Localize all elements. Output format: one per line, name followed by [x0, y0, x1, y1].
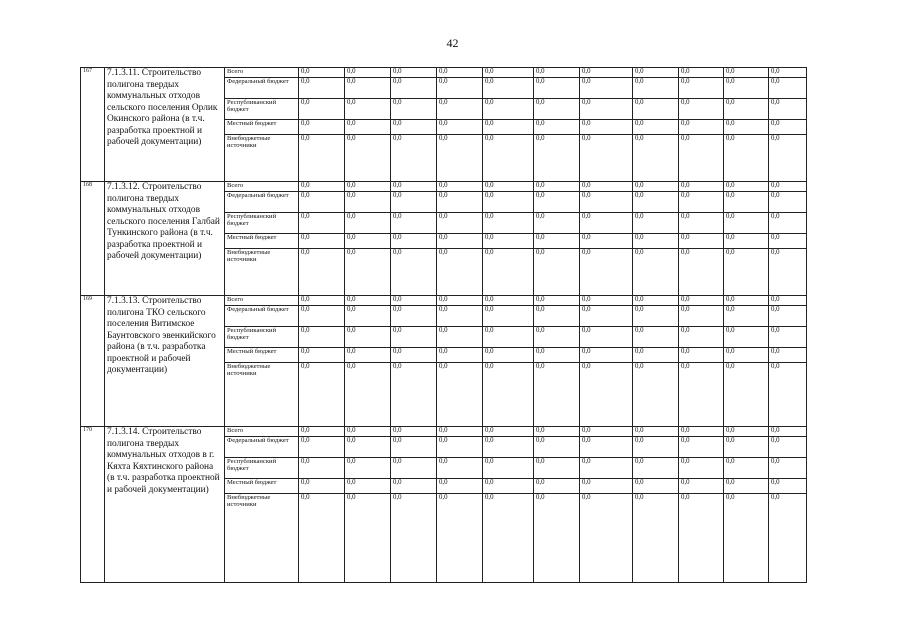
amount-cell: 0,0 [769, 78, 807, 99]
amount-cell: 0,0 [345, 68, 391, 78]
amount-cell: 0,0 [534, 437, 580, 458]
table-row [81, 182, 807, 192]
amount-cell: 0,0 [633, 78, 679, 99]
amount-cell: 0,0 [299, 437, 345, 458]
amount-cell: 0,0 [769, 306, 807, 327]
amount-cell: 0,0 [724, 192, 769, 213]
amount-cell: 0,0 [391, 182, 437, 192]
amount-cell: 0,0 [724, 135, 769, 182]
amount-cell: 0,0 [483, 78, 534, 99]
amount-cell: 0,0 [633, 249, 679, 296]
amount-cell: 0,0 [679, 479, 724, 494]
amount-cell: 0,0 [769, 494, 807, 583]
amount-cell: 0,0 [299, 479, 345, 494]
amount-cell: 0,0 [769, 182, 807, 192]
amount-cell: 0,0 [345, 458, 391, 479]
amount-cell: 0,0 [299, 78, 345, 99]
amount-cell: 0,0 [580, 479, 633, 494]
amount-cell: 0,0 [345, 234, 391, 249]
amount-cell: 0,0 [633, 213, 679, 234]
amount-cell: 0,0 [391, 363, 437, 427]
funding-source: Внебюджетные источники [225, 363, 299, 427]
amount-cell: 0,0 [679, 437, 724, 458]
amount-cell: 0,0 [679, 68, 724, 78]
amount-cell: 0,0 [534, 348, 580, 363]
amount-cell: 0,0 [633, 99, 679, 120]
amount-cell: 0,0 [679, 494, 724, 583]
amount-cell: 0,0 [534, 249, 580, 296]
amount-cell: 0,0 [534, 479, 580, 494]
amount-cell: 0,0 [345, 182, 391, 192]
funding-source: Республиканский бюджет [225, 99, 299, 120]
table-row [81, 68, 807, 78]
amount-cell: 0,0 [633, 296, 679, 306]
amount-cell: 0,0 [483, 458, 534, 479]
amount-cell: 0,0 [534, 427, 580, 437]
amount-cell: 0,0 [391, 479, 437, 494]
amount-cell: 0,0 [299, 306, 345, 327]
amount-cell: 0,0 [580, 234, 633, 249]
amount-cell: 0,0 [437, 182, 483, 192]
amount-cell: 0,0 [483, 327, 534, 348]
amount-cell: 0,0 [580, 494, 633, 583]
page-number: 42 [446, 36, 459, 50]
amount-cell: 0,0 [633, 427, 679, 437]
amount-cell: 0,0 [724, 458, 769, 479]
amount-cell: 0,0 [769, 99, 807, 120]
amount-cell: 0,0 [724, 234, 769, 249]
amount-cell: 0,0 [580, 78, 633, 99]
amount-cell: 0,0 [391, 327, 437, 348]
amount-cell: 0,0 [483, 68, 534, 78]
measure-title: 7.1.3.14. Строительство полигона твердых коммунальных отходов в г. Кяхта Кяхтинского района (в т.ч. разработка проектной и рабочей документации) [105, 427, 225, 583]
amount-cell: 0,0 [437, 458, 483, 479]
amount-cell: 0,0 [769, 327, 807, 348]
amount-cell: 0,0 [391, 458, 437, 479]
funding-source: Федеральный бюджет [225, 306, 299, 327]
amount-cell: 0,0 [483, 479, 534, 494]
amount-cell: 0,0 [769, 234, 807, 249]
amount-cell: 0,0 [391, 78, 437, 99]
amount-cell: 0,0 [580, 120, 633, 135]
amount-cell: 0,0 [724, 494, 769, 583]
amount-cell: 0,0 [299, 182, 345, 192]
funding-source: Внебюджетные источники [225, 249, 299, 296]
amount-cell: 0,0 [724, 437, 769, 458]
amount-cell: 0,0 [437, 120, 483, 135]
amount-cell: 0,0 [769, 437, 807, 458]
amount-cell: 0,0 [724, 363, 769, 427]
amount-cell: 0,0 [437, 68, 483, 78]
amount-cell: 0,0 [633, 479, 679, 494]
amount-cell: 0,0 [769, 120, 807, 135]
amount-cell: 0,0 [534, 78, 580, 99]
amount-cell: 0,0 [345, 120, 391, 135]
amount-cell: 0,0 [299, 348, 345, 363]
amount-cell: 0,0 [483, 363, 534, 427]
amount-cell: 0,0 [679, 99, 724, 120]
amount-cell: 0,0 [769, 479, 807, 494]
amount-cell: 0,0 [769, 458, 807, 479]
amount-cell: 0,0 [679, 327, 724, 348]
amount-cell: 0,0 [633, 348, 679, 363]
amount-cell: 0,0 [299, 296, 345, 306]
amount-cell: 0,0 [391, 68, 437, 78]
amount-cell: 0,0 [483, 494, 534, 583]
amount-cell: 0,0 [391, 249, 437, 296]
amount-cell: 0,0 [483, 135, 534, 182]
amount-cell: 0,0 [769, 192, 807, 213]
amount-cell: 0,0 [769, 135, 807, 182]
amount-cell: 0,0 [437, 99, 483, 120]
amount-cell: 0,0 [679, 363, 724, 427]
amount-cell: 0,0 [769, 213, 807, 234]
amount-cell: 0,0 [437, 327, 483, 348]
amount-cell: 0,0 [679, 192, 724, 213]
amount-cell: 0,0 [483, 120, 534, 135]
amount-cell: 0,0 [391, 135, 437, 182]
amount-cell: 0,0 [437, 427, 483, 437]
amount-cell: 0,0 [580, 363, 633, 427]
amount-cell: 0,0 [299, 327, 345, 348]
funding-source: Федеральный бюджет [225, 192, 299, 213]
amount-cell: 0,0 [580, 99, 633, 120]
amount-cell: 0,0 [345, 306, 391, 327]
amount-cell: 0,0 [437, 306, 483, 327]
amount-cell: 0,0 [580, 437, 633, 458]
amount-cell: 0,0 [345, 479, 391, 494]
table-row [81, 427, 807, 437]
amount-cell: 0,0 [437, 249, 483, 296]
amount-cell: 0,0 [769, 296, 807, 306]
amount-cell: 0,0 [483, 296, 534, 306]
amount-cell: 0,0 [724, 213, 769, 234]
amount-cell: 0,0 [724, 249, 769, 296]
amount-cell: 0,0 [580, 296, 633, 306]
amount-cell: 0,0 [437, 348, 483, 363]
amount-cell: 0,0 [633, 68, 679, 78]
amount-cell: 0,0 [483, 427, 534, 437]
amount-cell: 0,0 [345, 494, 391, 583]
amount-cell: 0,0 [299, 68, 345, 78]
measure-title: 7.1.3.12. Строительство полигона твердых коммунальных отходов сельского поселения Галбай Тункинского района (в т.ч. разработка проектной и рабочей документации) [105, 182, 225, 296]
amount-cell: 0,0 [299, 494, 345, 583]
amount-cell: 0,0 [299, 135, 345, 182]
row-number: 168 [81, 182, 105, 296]
amount-cell: 0,0 [633, 306, 679, 327]
funding-source: Федеральный бюджет [225, 437, 299, 458]
funding-source: Всего [225, 427, 299, 437]
amount-cell: 0,0 [633, 135, 679, 182]
amount-cell: 0,0 [299, 120, 345, 135]
amount-cell: 0,0 [391, 120, 437, 135]
amount-cell: 0,0 [679, 427, 724, 437]
amount-cell: 0,0 [724, 306, 769, 327]
amount-cell: 0,0 [483, 234, 534, 249]
amount-cell: 0,0 [534, 234, 580, 249]
amount-cell: 0,0 [534, 363, 580, 427]
amount-cell: 0,0 [483, 213, 534, 234]
funding-source: Республиканский бюджет [225, 327, 299, 348]
amount-cell: 0,0 [724, 348, 769, 363]
amount-cell: 0,0 [679, 348, 724, 363]
amount-cell: 0,0 [437, 213, 483, 234]
amount-cell: 0,0 [580, 327, 633, 348]
amount-cell: 0,0 [534, 213, 580, 234]
amount-cell: 0,0 [679, 249, 724, 296]
amount-cell: 0,0 [679, 458, 724, 479]
amount-cell: 0,0 [299, 213, 345, 234]
amount-cell: 0,0 [437, 135, 483, 182]
amount-cell: 0,0 [724, 99, 769, 120]
amount-cell: 0,0 [391, 494, 437, 583]
amount-cell: 0,0 [437, 479, 483, 494]
amount-cell: 0,0 [679, 135, 724, 182]
measure-title: 7.1.3.11. Строительство полигона твердых коммунальных отходов сельского поселения Орлик Окинского района (в т.ч. разработка проектной и рабочей документации) [105, 68, 225, 182]
amount-cell: 0,0 [724, 427, 769, 437]
funding-source: Местный бюджет [225, 234, 299, 249]
funding-source: Республиканский бюджет [225, 213, 299, 234]
amount-cell: 0,0 [534, 306, 580, 327]
amount-cell: 0,0 [580, 306, 633, 327]
funding-source: Всего [225, 68, 299, 78]
amount-cell: 0,0 [633, 494, 679, 583]
amount-cell: 0,0 [580, 249, 633, 296]
row-number: 167 [81, 68, 105, 182]
amount-cell: 0,0 [299, 99, 345, 120]
amount-cell: 0,0 [679, 120, 724, 135]
amount-cell: 0,0 [299, 249, 345, 296]
funding-source: Внебюджетные источники [225, 494, 299, 583]
amount-cell: 0,0 [391, 437, 437, 458]
amount-cell: 0,0 [580, 213, 633, 234]
amount-cell: 0,0 [299, 234, 345, 249]
amount-cell: 0,0 [483, 348, 534, 363]
funding-source: Внебюджетные источники [225, 135, 299, 182]
amount-cell: 0,0 [534, 296, 580, 306]
amount-cell: 0,0 [633, 192, 679, 213]
amount-cell: 0,0 [391, 213, 437, 234]
amount-cell: 0,0 [769, 363, 807, 427]
amount-cell: 0,0 [534, 327, 580, 348]
amount-cell: 0,0 [437, 192, 483, 213]
amount-cell: 0,0 [345, 363, 391, 427]
amount-cell: 0,0 [633, 234, 679, 249]
amount-cell: 0,0 [580, 458, 633, 479]
amount-cell: 0,0 [437, 437, 483, 458]
amount-cell: 0,0 [345, 249, 391, 296]
amount-cell: 0,0 [483, 99, 534, 120]
amount-cell: 0,0 [534, 99, 580, 120]
amount-cell: 0,0 [580, 182, 633, 192]
amount-cell: 0,0 [391, 234, 437, 249]
amount-cell: 0,0 [633, 363, 679, 427]
amount-cell: 0,0 [534, 494, 580, 583]
amount-cell: 0,0 [724, 479, 769, 494]
amount-cell: 0,0 [769, 68, 807, 78]
amount-cell: 0,0 [345, 327, 391, 348]
funding-source: Местный бюджет [225, 120, 299, 135]
amount-cell: 0,0 [679, 213, 724, 234]
amount-cell: 0,0 [633, 458, 679, 479]
amount-cell: 0,0 [580, 427, 633, 437]
amount-cell: 0,0 [679, 182, 724, 192]
amount-cell: 0,0 [483, 182, 534, 192]
amount-cell: 0,0 [345, 99, 391, 120]
funding-source: Федеральный бюджет [225, 78, 299, 99]
amount-cell: 0,0 [391, 192, 437, 213]
funding-source: Местный бюджет [225, 348, 299, 363]
amount-cell: 0,0 [769, 348, 807, 363]
row-number: 169 [81, 296, 105, 427]
amount-cell: 0,0 [633, 437, 679, 458]
amount-cell: 0,0 [580, 348, 633, 363]
amount-cell: 0,0 [724, 182, 769, 192]
amount-cell: 0,0 [483, 437, 534, 458]
amount-cell: 0,0 [391, 348, 437, 363]
amount-cell: 0,0 [724, 68, 769, 78]
amount-cell: 0,0 [345, 78, 391, 99]
amount-cell: 0,0 [724, 120, 769, 135]
amount-cell: 0,0 [345, 427, 391, 437]
amount-cell: 0,0 [580, 135, 633, 182]
table-row [81, 296, 807, 306]
amount-cell: 0,0 [391, 296, 437, 306]
amount-cell: 0,0 [345, 135, 391, 182]
row-number: 170 [81, 427, 105, 583]
amount-cell: 0,0 [345, 437, 391, 458]
amount-cell: 0,0 [534, 135, 580, 182]
amount-cell: 0,0 [391, 99, 437, 120]
amount-cell: 0,0 [769, 427, 807, 437]
amount-cell: 0,0 [345, 213, 391, 234]
amount-cell: 0,0 [437, 363, 483, 427]
amount-cell: 0,0 [437, 296, 483, 306]
amount-cell: 0,0 [299, 363, 345, 427]
amount-cell: 0,0 [483, 249, 534, 296]
amount-cell: 0,0 [534, 458, 580, 479]
amount-cell: 0,0 [769, 249, 807, 296]
amount-cell: 0,0 [534, 182, 580, 192]
amount-cell: 0,0 [299, 192, 345, 213]
amount-cell: 0,0 [534, 68, 580, 78]
amount-cell: 0,0 [679, 234, 724, 249]
amount-cell: 0,0 [633, 120, 679, 135]
amount-cell: 0,0 [679, 296, 724, 306]
amount-cell: 0,0 [299, 458, 345, 479]
amount-cell: 0,0 [483, 306, 534, 327]
amount-cell: 0,0 [679, 306, 724, 327]
amount-cell: 0,0 [580, 68, 633, 78]
amount-cell: 0,0 [391, 427, 437, 437]
amount-cell: 0,0 [534, 192, 580, 213]
funding-source: Республиканский бюджет [225, 458, 299, 479]
amount-cell: 0,0 [633, 327, 679, 348]
amount-cell: 0,0 [299, 427, 345, 437]
amount-cell: 0,0 [345, 348, 391, 363]
amount-cell: 0,0 [534, 120, 580, 135]
amount-cell: 0,0 [437, 78, 483, 99]
amount-cell: 0,0 [633, 182, 679, 192]
amount-cell: 0,0 [679, 78, 724, 99]
amount-cell: 0,0 [391, 306, 437, 327]
amount-cell: 0,0 [580, 192, 633, 213]
amount-cell: 0,0 [345, 296, 391, 306]
measure-title: 7.1.3.13. Строительство полигона ТКО сельского поселения Витимское Баунтовского эвенкийского района (в т.ч. разработка проектной и рабочей документации) [105, 296, 225, 427]
funding-source: Местный бюджет [225, 479, 299, 494]
amount-cell: 0,0 [437, 234, 483, 249]
amount-cell: 0,0 [437, 494, 483, 583]
amount-cell: 0,0 [483, 192, 534, 213]
amount-cell: 0,0 [724, 327, 769, 348]
funding-source: Всего [225, 296, 299, 306]
amount-cell: 0,0 [724, 78, 769, 99]
funding-source: Всего [225, 182, 299, 192]
budget-table [80, 67, 807, 583]
amount-cell: 0,0 [345, 192, 391, 213]
amount-cell: 0,0 [724, 296, 769, 306]
